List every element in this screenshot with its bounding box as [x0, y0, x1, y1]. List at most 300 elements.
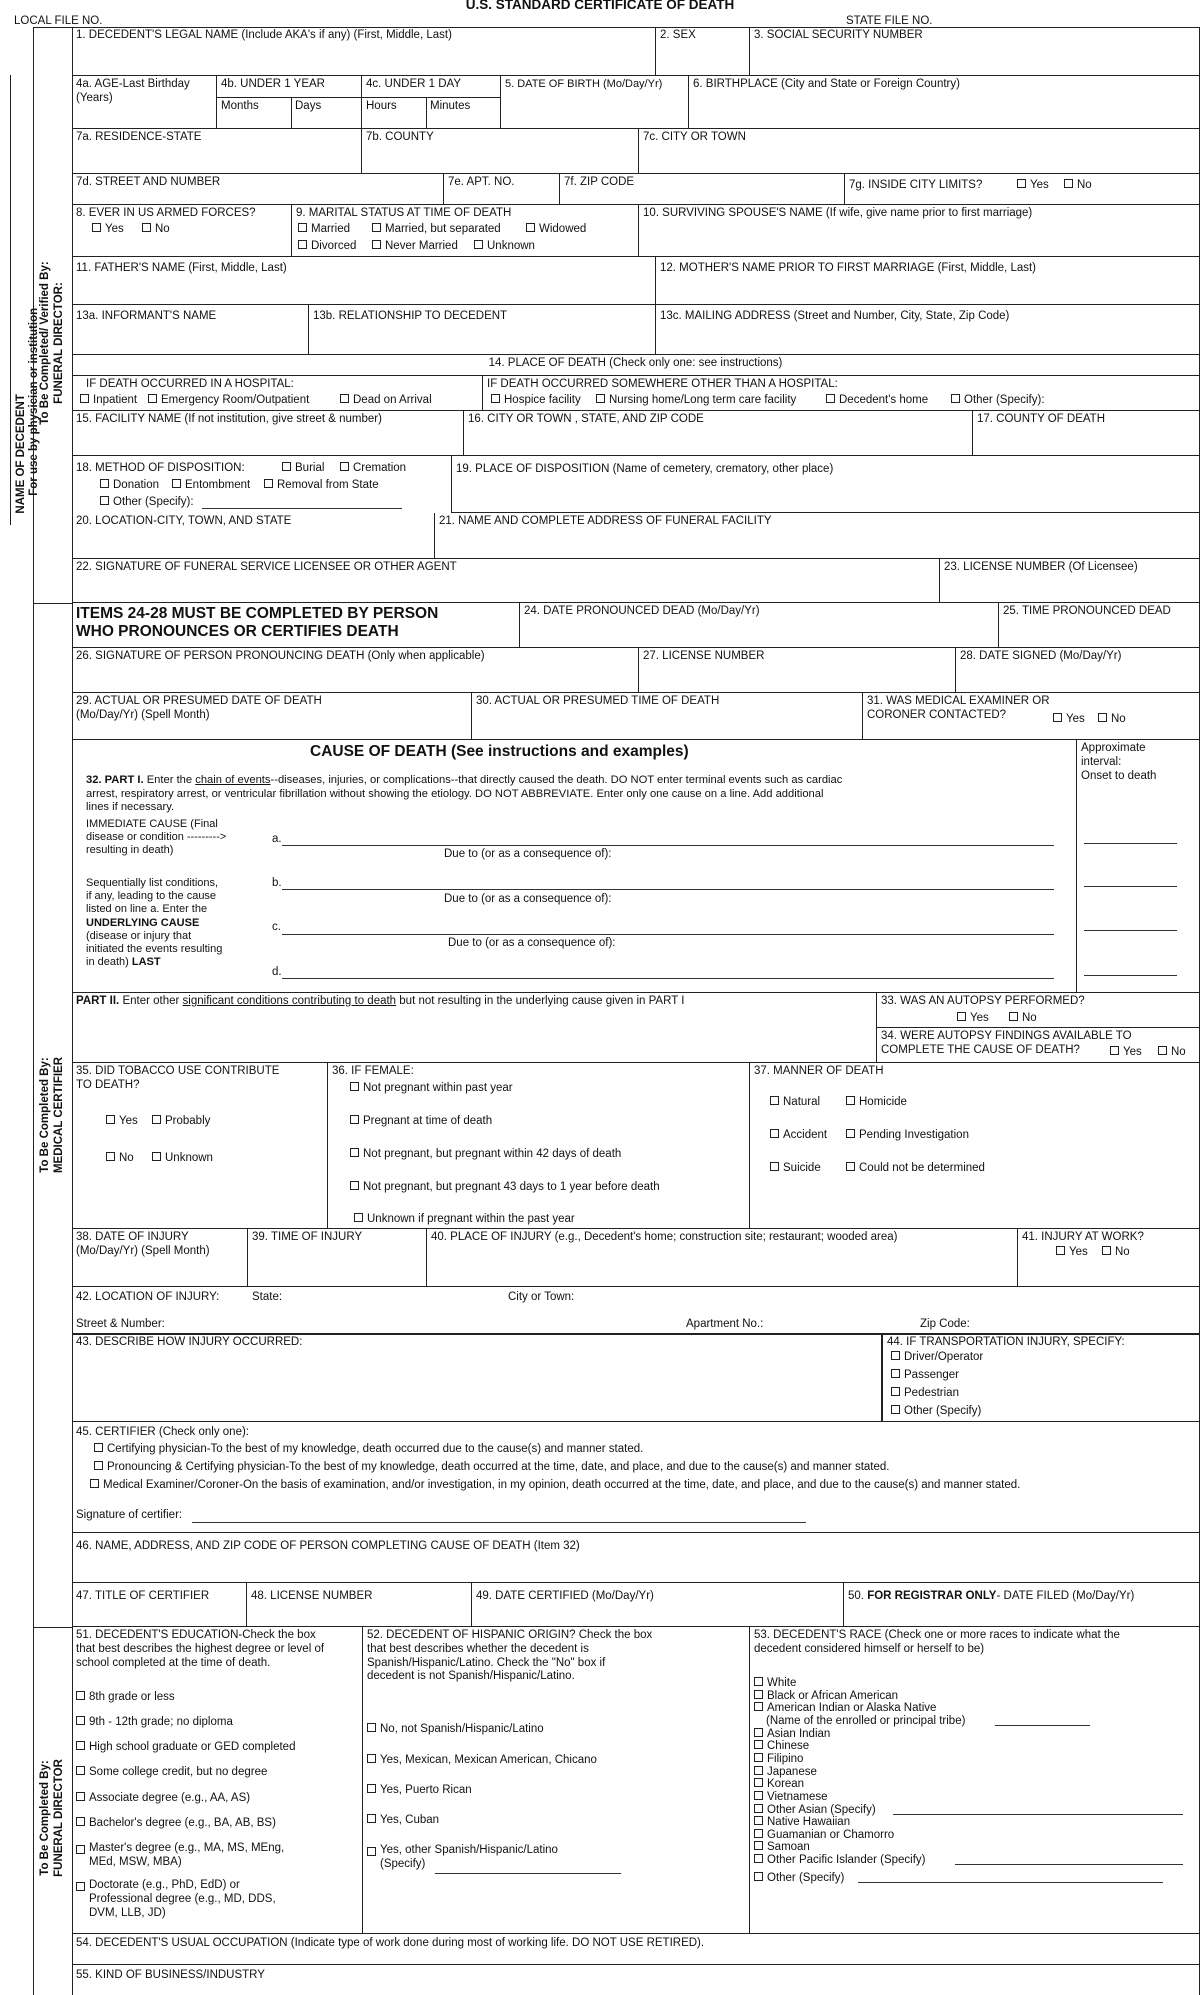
field-3-ssn[interactable]: [750, 27, 1200, 76]
label: 10. SURVIVING SPOUSE'S NAME (If wife, give name prior to first marriage): [643, 207, 1033, 219]
label: 50.: [848, 1590, 864, 1602]
label: 5. DATE OF BIRTH (Mo/Day/Yr): [505, 78, 663, 90]
due-to-label: Due to (or as a consequence of):: [444, 848, 612, 860]
field-7e-apt[interactable]: [444, 174, 560, 205]
field-51-education: [72, 1627, 363, 1934]
race-option[interactable]: [754, 1854, 926, 1866]
place-hospice[interactable]: [491, 394, 581, 408]
city-limits-no[interactable]: [1064, 179, 1092, 193]
field-6-birthplace[interactable]: [689, 76, 1200, 129]
race-option[interactable]: [754, 1702, 936, 1714]
label: 29. ACTUAL OR PRESUMED DATE OF DEATH (Mo/Day/Yr) (Spell Month): [76, 695, 322, 721]
preg-at-death[interactable]: [350, 1115, 492, 1129]
field-7c-city[interactable]: [639, 129, 1200, 174]
field-41-injury-at-work: [1018, 1229, 1200, 1287]
label: 7c. CITY OR TOWN: [643, 131, 746, 143]
label: 40. PLACE OF INJURY (e.g., Decedent's home; construction site; restaurant; wooded area): [431, 1231, 898, 1243]
field-16-city-state-zip[interactable]: [464, 411, 973, 456]
place-nursing[interactable]: [596, 394, 796, 408]
label: 15. FACILITY NAME (If not institution, give street & number): [76, 413, 382, 425]
preg-not-within-year[interactable]: [350, 1082, 513, 1096]
cause-heading: CAUSE OF DEATH (See instructions and examples): [310, 743, 689, 760]
no-label: No: [1077, 179, 1092, 191]
option-label: Not pregnant, but pregnant 43 days to 1 year before death: [363, 1181, 660, 1193]
option-label: Pedestrian: [904, 1387, 959, 1399]
autopsy-no[interactable]: [1009, 1012, 1037, 1026]
no-label: No: [1111, 713, 1126, 725]
field-5-dob[interactable]: [501, 76, 689, 129]
marital-divorced[interactable]: [298, 240, 356, 254]
field-39-time-of-injury[interactable]: [248, 1229, 427, 1287]
label: 53. DECEDENT'S RACE (Check one or more races to indicate what the decedent considered himself or herself to be): [754, 1629, 1120, 1655]
me-yes[interactable]: [1053, 713, 1085, 727]
label: 7b. COUNTY: [366, 131, 434, 143]
sequential-label: [86, 877, 222, 969]
option-label: Not pregnant within past year: [363, 1082, 513, 1094]
field-47-title[interactable]: [72, 1583, 247, 1627]
marital-widowed[interactable]: [526, 223, 586, 237]
line-b-input[interactable]: [282, 889, 1054, 890]
option-label: Other (Specify): [767, 1872, 845, 1884]
label: Approximate interval: Onset to death: [1081, 742, 1157, 782]
hispanic-option[interactable]: [367, 1784, 472, 1798]
field-18-disposition: [72, 456, 452, 513]
text: significant conditions contributing to death: [182, 995, 397, 1007]
hispanic-option[interactable]: [367, 1814, 439, 1828]
certifier-me-coroner[interactable]: [90, 1479, 1020, 1493]
field-28-date-signed[interactable]: [956, 648, 1200, 693]
yes-label: Yes: [1066, 713, 1085, 725]
option-label: Filipino: [767, 1753, 804, 1765]
label: 11. FATHER'S NAME (First, Middle, Last): [76, 262, 287, 274]
pacific-islander-input[interactable]: [955, 1864, 1183, 1865]
field-36-if-female: [328, 1063, 750, 1229]
marital-married-separated[interactable]: [372, 223, 501, 237]
field-25-time-pronounced[interactable]: [999, 603, 1200, 648]
field-43-how-injury[interactable]: [72, 1334, 882, 1422]
sidebar-funeral-director-bottom: To Be Completed By: FUNERAL DIRECTOR: [39, 1759, 66, 1877]
race-option[interactable]: [754, 1753, 803, 1765]
armed-no[interactable]: [142, 223, 170, 237]
option-label: Doctorate (e.g., PhD, EdD) or Professional degree (e.g., MD, DDS, DVM, LLB, JD): [89, 1879, 276, 1919]
race-option[interactable]: [754, 1804, 876, 1816]
place-er[interactable]: [148, 394, 309, 408]
edu-option[interactable]: [76, 1879, 276, 1920]
label: 26. SIGNATURE OF PERSON PRONOUNCING DEATH (Only when applicable): [76, 650, 485, 662]
no-label: No: [155, 223, 170, 235]
label: IF DEATH OCCURRED SOMEWHERE OTHER THAN A HOSPITAL:: [487, 378, 838, 390]
option-label: Vietnamese: [767, 1791, 828, 1803]
field-12-mother[interactable]: [656, 257, 1200, 305]
option-label: Other Asian (Specify): [767, 1804, 876, 1816]
field-55-business-industry[interactable]: [72, 1965, 1200, 1995]
hispanic-option[interactable]: [367, 1723, 544, 1737]
race-option[interactable]: [754, 1766, 817, 1778]
manner-homicide[interactable]: [846, 1096, 907, 1110]
option-label: Yes, Cuban: [380, 1814, 440, 1826]
manner-natural[interactable]: [770, 1096, 820, 1110]
option-label: Probably: [165, 1115, 211, 1127]
option-label: Accident: [783, 1129, 828, 1141]
preg-43-days-1-year[interactable]: [350, 1181, 660, 1195]
field-22-signature-licensee[interactable]: [72, 559, 940, 603]
option-label: High school graduate or GED completed: [89, 1741, 296, 1753]
edu-option[interactable]: [76, 1691, 175, 1705]
label: 17. COUNTY OF DEATH: [977, 413, 1106, 425]
label: 23. LICENSE NUMBER (Of Licensee): [944, 561, 1138, 573]
field-20-location[interactable]: [72, 513, 435, 559]
field-2-sex[interactable]: [656, 27, 750, 76]
field-30-time-of-death[interactable]: [472, 693, 863, 740]
race-option[interactable]: [754, 1677, 796, 1689]
part1-rest: --diseases, injuries, or complications--that directly caused the death. DO NOT enter terminal events such as cardiac arrest, respiratory arrest, or ventricular fibrillation without showing the etiology. DO NOT ABBREVIATE. Enter only one cause on a line. Add additional lines if necessary.: [86, 774, 843, 814]
label: 39. TIME OF INJURY: [252, 1231, 363, 1243]
label: 21. NAME AND COMPLETE ADDRESS OF FUNERAL FACILITY: [439, 515, 772, 527]
race-option[interactable]: [754, 1816, 850, 1828]
field-4b-under-1-year[interactable]: [217, 76, 362, 129]
label: 30. ACTUAL OR PRESUMED TIME OF DEATH: [476, 695, 720, 707]
marital-unknown[interactable]: [474, 240, 535, 254]
preg-unknown[interactable]: [354, 1213, 575, 1227]
hispanic-specify-input[interactable]: [435, 1873, 621, 1874]
field-15-facility[interactable]: [72, 411, 464, 456]
label: 35. DID TOBACCO USE CONTRIBUTE TO DEATH?: [76, 1065, 280, 1091]
field-27-license[interactable]: [639, 648, 956, 693]
label: 1. DECEDENT'S LEGAL NAME (Include AKA's if any) (First, Middle, Last): [76, 29, 452, 41]
field-4c-under-1-day[interactable]: [362, 76, 501, 129]
option-label: Samoan: [767, 1841, 810, 1853]
label: 45. CERTIFIER (Check only one):: [76, 1426, 249, 1438]
option-label: Natural: [783, 1096, 821, 1108]
field-13a-informant[interactable]: [72, 305, 309, 355]
option-label: Driver/Operator: [904, 1351, 984, 1363]
preg-within-42-days[interactable]: [350, 1148, 621, 1162]
label: 3. SOCIAL SECURITY NUMBER: [754, 29, 923, 41]
option-label: Could not be determined: [859, 1162, 985, 1174]
yes-label: Yes: [970, 1012, 989, 1024]
manner-suicide[interactable]: [770, 1162, 821, 1176]
field-33-autopsy: [877, 993, 1200, 1028]
option-label: Pending Investigation: [859, 1129, 969, 1141]
option-label: Entombment: [185, 479, 251, 491]
text: Sequentially list conditions, if any, leading to the cause listed on line a. Enter the: [86, 877, 219, 916]
option-label: No, not Spanish/Hispanic/Latino: [380, 1723, 544, 1735]
findings-yes[interactable]: [1110, 1046, 1142, 1060]
disp-cremation[interactable]: [340, 462, 406, 476]
tobacco-unknown[interactable]: [152, 1152, 213, 1166]
line-d-input[interactable]: [282, 978, 1054, 979]
items-24-28-heading: [72, 603, 520, 648]
label: 54. DECEDENT'S USUAL OCCUPATION (Indicate type of work done during most of working life. DO NOT USE RETIRED).: [76, 1937, 705, 1949]
label: 47. TITLE OF CERTIFIER: [76, 1590, 210, 1602]
transport-pedestrian[interactable]: [891, 1387, 959, 1401]
edu-option[interactable]: [76, 1817, 276, 1831]
label: 22. SIGNATURE OF FUNERAL SERVICE LICENSEE OR OTHER AGENT: [76, 561, 457, 573]
manner-undetermined[interactable]: [846, 1162, 985, 1176]
interval-c-input[interactable]: [1084, 930, 1177, 931]
option-label: Some college credit, but no degree: [89, 1766, 268, 1778]
label: 36. IF FEMALE:: [332, 1065, 414, 1077]
text: but not resulting in the underlying cause given in PART I: [399, 995, 685, 1007]
part2-label: PART II.: [76, 995, 120, 1007]
field-10-spouse[interactable]: [639, 205, 1200, 257]
label: 4b. UNDER 1 YEAR: [221, 78, 325, 90]
me-no[interactable]: [1098, 713, 1126, 727]
option-label: Other (Specify):: [113, 496, 194, 508]
race-option[interactable]: [754, 1728, 830, 1740]
field-11-father[interactable]: [72, 257, 656, 305]
option-label: Donation: [113, 479, 160, 491]
transport-other[interactable]: [891, 1405, 981, 1419]
form-title: U.S. STANDARD CERTIFICATE OF DEATH: [465, 0, 735, 12]
field-1-legal-name[interactable]: [72, 27, 656, 76]
option-label: Yes, Mexican, Mexican American, Chicano: [380, 1754, 597, 1766]
option-label: Korean: [767, 1778, 805, 1790]
option-label: Suicide: [783, 1162, 821, 1174]
label: 7e. APT. NO.: [448, 176, 515, 188]
part1-instructions: [86, 761, 1071, 815]
line-a-label: a.: [272, 833, 282, 845]
manner-accident[interactable]: [770, 1129, 827, 1143]
option-label: Unknown: [487, 240, 535, 252]
state-file-label: STATE FILE NO.: [846, 15, 933, 27]
field-29-date-of-death[interactable]: [72, 693, 472, 740]
label: 2. SEX: [660, 29, 696, 41]
label: 13a. INFORMANT'S NAME: [76, 310, 217, 322]
other-asian-input[interactable]: [893, 1814, 1183, 1815]
label: 19. PLACE OF DISPOSITION (Name of cemetery, crematory, other place): [456, 463, 834, 475]
field-54-occupation[interactable]: [72, 1934, 1200, 1965]
option-label: Cremation: [353, 462, 407, 474]
edu-option[interactable]: [76, 1792, 250, 1806]
option-label: Yes, other Spanish/Hispanic/Latino (Specify): [380, 1844, 558, 1870]
chain-text: chain of events: [195, 774, 271, 787]
option-label: Inpatient: [93, 394, 138, 406]
part2-conditions[interactable]: [72, 993, 877, 1063]
option-label: Japanese: [767, 1766, 817, 1778]
place-doa[interactable]: [340, 394, 432, 408]
armed-yes[interactable]: [92, 223, 124, 237]
field-46-person-completing[interactable]: [72, 1533, 1200, 1583]
yes-label: Yes: [1123, 1046, 1142, 1058]
work-no[interactable]: [1102, 1246, 1130, 1260]
local-file-label: LOCAL FILE NO.: [14, 15, 103, 27]
certifier-pronouncing[interactable]: [94, 1461, 889, 1475]
option-label: Pregnant at time of death: [363, 1115, 493, 1127]
label: 7f. ZIP CODE: [564, 176, 635, 188]
field-13c-mailing[interactable]: [656, 305, 1200, 355]
edu-option[interactable]: [76, 1716, 233, 1730]
immediate-cause-label: IMMEDIATE CAUSE (Final disease or condition ---------> resulting in death): [86, 818, 227, 857]
race-option[interactable]: [754, 1778, 804, 1790]
field-38-date-of-injury[interactable]: [72, 1229, 248, 1287]
option-label: Burial: [295, 462, 325, 474]
option-label: Widowed: [539, 223, 587, 235]
autopsy-yes[interactable]: [957, 1012, 989, 1026]
label: 7d. STREET AND NUMBER: [76, 176, 221, 188]
label: 49. DATE CERTIFIED (Mo/Day/Yr): [476, 1590, 654, 1602]
text: Enter other: [122, 995, 180, 1007]
city-label: City or Town:: [508, 1291, 575, 1303]
place-home[interactable]: [826, 394, 928, 408]
field-50-date-filed[interactable]: [844, 1583, 1200, 1627]
field-42-location-of-injury: [72, 1287, 1200, 1334]
last-label: LAST: [131, 956, 161, 969]
disp-donation[interactable]: [100, 479, 159, 493]
option-label: Unknown: [165, 1152, 213, 1164]
no-label: No: [119, 1152, 134, 1164]
label: 41. INJURY AT WORK?: [1022, 1231, 1144, 1243]
label: 27. LICENSE NUMBER: [643, 650, 765, 662]
field-52-hispanic-origin: [363, 1627, 750, 1934]
field-7f-zip[interactable]: [560, 174, 845, 205]
label: 46. NAME, ADDRESS, AND ZIP CODE OF PERSON COMPLETING CAUSE OF DEATH (Item 32): [76, 1540, 580, 1552]
edu-option[interactable]: [76, 1766, 267, 1780]
field-7b-county[interactable]: [362, 129, 639, 174]
option-label: Hospice facility: [504, 394, 581, 406]
label: 34. WERE AUTOPSY FINDINGS AVAILABLE TO COMPLETE THE CAUSE OF DEATH?: [881, 1030, 1132, 1056]
edu-option[interactable]: [76, 1842, 284, 1870]
work-yes[interactable]: [1056, 1246, 1088, 1260]
option-label: Decedent's home: [839, 394, 929, 406]
minutes-label: Minutes: [430, 100, 471, 112]
label: 6. BIRTHPLACE (City and State or Foreign Country): [693, 78, 960, 90]
place-inpatient[interactable]: [80, 394, 137, 408]
field-7g-city-limits: [845, 174, 1200, 205]
option-label: Guamanian or Chamorro: [767, 1829, 895, 1841]
race-option[interactable]: [754, 1829, 894, 1841]
race-option[interactable]: [754, 1841, 810, 1853]
disp-burial[interactable]: [282, 462, 324, 476]
field-44-transportation: [882, 1334, 1200, 1422]
field-53-race: [750, 1627, 1200, 1934]
label: 13b. RELATIONSHIP TO DECEDENT: [313, 310, 508, 322]
field-48-license[interactable]: [247, 1583, 472, 1627]
option-label: Homicide: [859, 1096, 907, 1108]
field-4a-age[interactable]: [72, 76, 217, 129]
option-label: 8th grade or less: [89, 1691, 175, 1703]
label: IF DEATH OCCURRED IN A HOSPITAL:: [86, 378, 294, 390]
line-d-label: d.: [272, 966, 282, 978]
option-label: Associate degree (e.g., AA, AS): [89, 1792, 251, 1804]
label: 13c. MAILING ADDRESS (Street and Number, City, State, Zip Code): [660, 310, 1010, 322]
field-13b-relationship[interactable]: [309, 305, 656, 355]
line-a-input[interactable]: [282, 845, 1054, 846]
registrar-label: FOR REGISTRAR ONLY: [867, 1590, 997, 1602]
race-other-input[interactable]: [858, 1882, 1163, 1883]
field-7a-residence-state[interactable]: [72, 129, 362, 174]
option-label: 9th - 12th grade; no diploma: [89, 1716, 233, 1728]
label: 18. METHOD OF DISPOSITION:: [76, 462, 245, 474]
option-label: Passenger: [904, 1369, 959, 1381]
label: 8. EVER IN US ARMED FORCES?: [76, 207, 256, 219]
findings-no[interactable]: [1158, 1046, 1186, 1060]
option-label: Married: [311, 223, 350, 235]
edu-option[interactable]: [76, 1741, 295, 1755]
place-other[interactable]: [951, 394, 1045, 408]
disp-other[interactable]: [100, 496, 194, 510]
signature-input[interactable]: [192, 1522, 806, 1523]
tobacco-probably[interactable]: [152, 1115, 210, 1129]
field-23-license-number[interactable]: [940, 559, 1200, 603]
heading: ITEMS 24-28 MUST BE COMPLETED BY PERSON WHO PRONOUNCES OR CERTIFIES DEATH: [76, 605, 439, 640]
tobacco-yes[interactable]: [106, 1115, 138, 1129]
interval-a-input[interactable]: [1084, 843, 1177, 844]
field-49-date-certified[interactable]: [472, 1583, 844, 1627]
race-option[interactable]: [754, 1791, 828, 1803]
label: - DATE FILED (Mo/Day/Yr): [996, 1590, 1135, 1602]
yes-label: Yes: [105, 223, 124, 235]
option-label: American Indian or Alaska Native: [767, 1702, 937, 1714]
field-17-county[interactable]: [973, 411, 1200, 456]
hispanic-option[interactable]: [367, 1754, 597, 1768]
interval-b-input[interactable]: [1084, 886, 1177, 887]
option-label: Native Hawaiian: [767, 1816, 851, 1828]
marital-married[interactable]: [298, 223, 350, 237]
option-label: Medical Examiner/Coroner-On the basis of examination, and/or investigation, in my opinion, death occurred at the time, date, and place, and due to the cause(s) and manner stated.: [103, 1479, 1021, 1491]
city-limits-yes[interactable]: [1017, 179, 1049, 193]
part1-label: 32. PART I.: [86, 774, 144, 787]
line-c-input[interactable]: [282, 934, 1054, 935]
certifier-physician[interactable]: [94, 1443, 643, 1457]
field-24-date-pronounced[interactable]: [520, 603, 999, 648]
field-21-funeral-facility[interactable]: [435, 513, 1200, 559]
option-label: Asian Indian: [767, 1728, 831, 1740]
sidebar-medical-certifier: To Be Completed By: MEDICAL CERTIFIER: [39, 1056, 66, 1174]
interval-d-input[interactable]: [1084, 975, 1177, 976]
race-option[interactable]: [754, 1690, 898, 1702]
option-label: Chinese: [767, 1740, 810, 1752]
signature-label: Signature of certifier:: [76, 1509, 183, 1521]
transport-driver[interactable]: [891, 1351, 983, 1365]
field-7d-street[interactable]: [72, 174, 444, 205]
label: 33. WAS AN AUTOPSY PERFORMED?: [881, 995, 1085, 1007]
option-label: White: [767, 1677, 797, 1689]
option-label: Other (Specify): [904, 1405, 982, 1417]
days-label: Days: [295, 100, 322, 112]
option-label: Not pregnant, but pregnant within 42 days of death: [363, 1148, 622, 1160]
option-label: Removal from State: [277, 479, 379, 491]
marital-never-married[interactable]: [372, 240, 458, 254]
label: 37. MANNER OF DEATH: [754, 1065, 884, 1077]
decedent-name-sub: For use by physician or institution: [28, 307, 41, 496]
apt-label: Apartment No.:: [686, 1318, 764, 1330]
option-label: Dead on Arrival: [353, 394, 432, 406]
field-40-place-of-injury[interactable]: [427, 1229, 1018, 1287]
manner-pending[interactable]: [846, 1129, 969, 1143]
race-option[interactable]: [754, 1740, 809, 1752]
field-26-signature-pronouncing[interactable]: [72, 648, 639, 693]
race-option[interactable]: [754, 1872, 844, 1884]
field-9-marital-status: [292, 205, 639, 257]
option-label: Divorced: [311, 240, 357, 252]
line-b-label: b.: [272, 877, 282, 889]
option-label: Yes, Puerto Rican: [380, 1784, 472, 1796]
disp-entombment[interactable]: [172, 479, 250, 493]
yes-label: Yes: [1069, 1246, 1088, 1258]
tribe-input[interactable]: [995, 1725, 1090, 1726]
label: 42. LOCATION OF INJURY:: [76, 1291, 220, 1303]
option-label: Black or African American: [767, 1690, 899, 1702]
yes-label: Yes: [119, 1115, 138, 1127]
hispanic-option[interactable]: [367, 1844, 558, 1872]
field-19-place-of-disposition[interactable]: [452, 456, 1200, 513]
label: 48. LICENSE NUMBER: [251, 1590, 373, 1602]
transport-passenger[interactable]: [891, 1369, 959, 1383]
tobacco-no[interactable]: [106, 1152, 134, 1166]
label: 24. DATE PRONOUNCED DEAD (Mo/Day/Yr): [524, 605, 760, 617]
disp-removal[interactable]: [264, 479, 379, 493]
